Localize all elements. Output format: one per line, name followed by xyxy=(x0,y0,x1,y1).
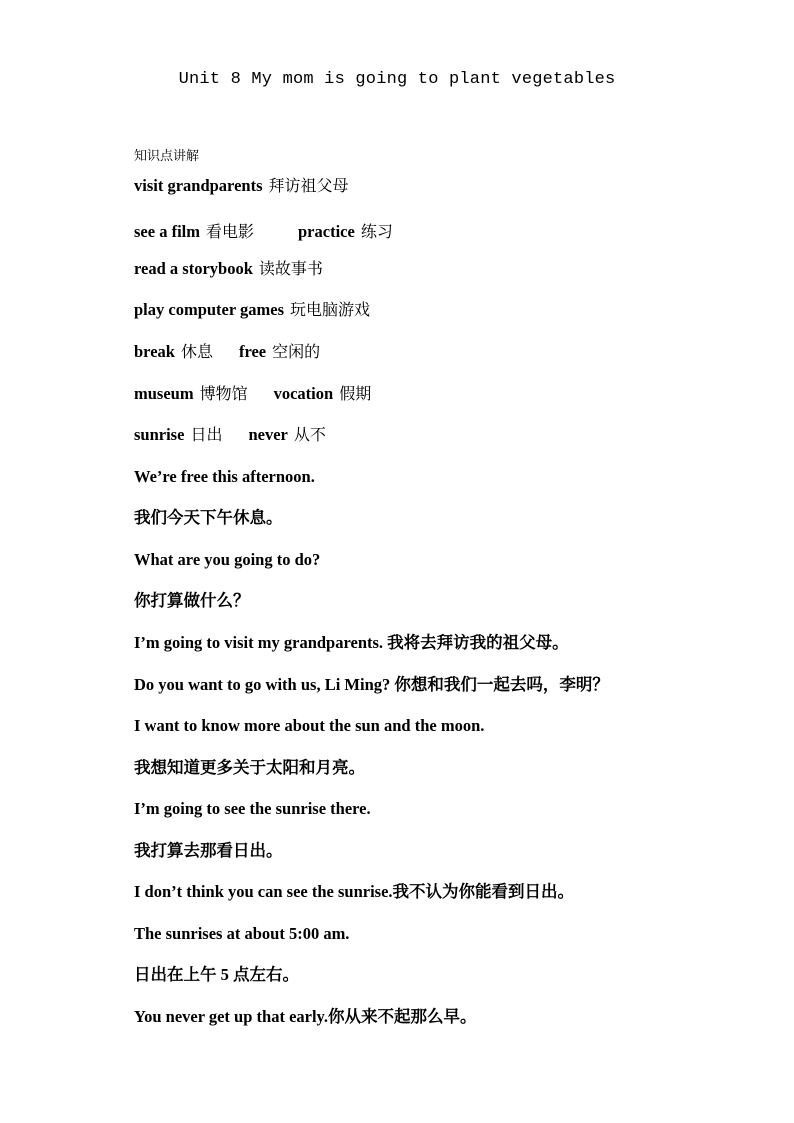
vocab-en: visit grandparents xyxy=(134,176,263,195)
vocab-zh: 从不 xyxy=(293,425,326,444)
vocab-line xyxy=(134,257,323,281)
sentence-line: We’re free this afternoon. xyxy=(134,467,315,486)
sentence-line: 我想知道更多关于太阳和月亮。 xyxy=(134,758,365,777)
vocab-zh: 日出 xyxy=(190,425,223,444)
sentence-line: You never get up that early.你从来不起那么早。 xyxy=(134,1007,477,1026)
vocab-line xyxy=(134,174,349,198)
sentence-line: What are you going to do? xyxy=(134,550,321,569)
vocab-zh: 读故事书 xyxy=(258,259,323,278)
vocab-zh: 练习 xyxy=(360,222,393,241)
sentence-line: 我打算去那看日出。 xyxy=(134,841,283,860)
sentence-line: I don’t think you can see the sunrise.我不认为你能看到日出。 xyxy=(134,882,575,901)
section-label: 知识点讲解 xyxy=(134,149,200,164)
vocab-en: never xyxy=(248,425,288,444)
vocab-en: play computer games xyxy=(134,300,285,319)
vocab-line xyxy=(134,220,393,244)
sentence-line: 你打算做什么？ xyxy=(134,591,250,610)
vocab-en: read a storybook xyxy=(134,259,253,278)
vocab-zh: 博物馆 xyxy=(199,384,248,403)
sentence-line: Do you want to go with us, Li Ming? 你想和我们一起去吗，李明？ xyxy=(134,675,609,694)
vocab-en: free xyxy=(238,342,267,361)
sentence-line: I’m going to visit my grandparents. 我将去拜访我的祖父母。 xyxy=(134,633,569,652)
vocab-line xyxy=(134,298,370,322)
sentence-line: 日出在上午 5 点左右。 xyxy=(134,965,299,984)
vocab-en: break xyxy=(134,342,175,361)
vocab-en: see a film xyxy=(134,222,200,241)
vocab-zh: 空闲的 xyxy=(272,342,321,361)
vocab-zh: 玩电脑游戏 xyxy=(290,300,371,319)
page-title: Unit 8 My mom is going to plant vegetables xyxy=(178,70,616,89)
vocab-line xyxy=(134,423,326,447)
vocab-zh: 看电影 xyxy=(205,222,254,241)
vocab-line xyxy=(134,340,320,364)
vocab-en: museum xyxy=(134,384,194,403)
vocab-line xyxy=(134,382,371,406)
vocab-zh: 拜访祖父母 xyxy=(268,176,349,195)
vocab-zh: 假期 xyxy=(339,384,372,403)
sentence-line: The sunrises at about 5:00 am. xyxy=(134,924,350,943)
sentence-line: I’m going to see the sunrise there. xyxy=(134,799,371,818)
vocab-en: vocation xyxy=(273,384,334,403)
vocab-zh: 休息 xyxy=(180,342,213,361)
sentence-line: 我们今天下午休息。 xyxy=(134,508,283,527)
sentence-line: I want to know more about the sun and the moon. xyxy=(134,716,485,735)
vocab-en: sunrise xyxy=(134,425,185,444)
vocab-en: practice xyxy=(298,222,355,241)
